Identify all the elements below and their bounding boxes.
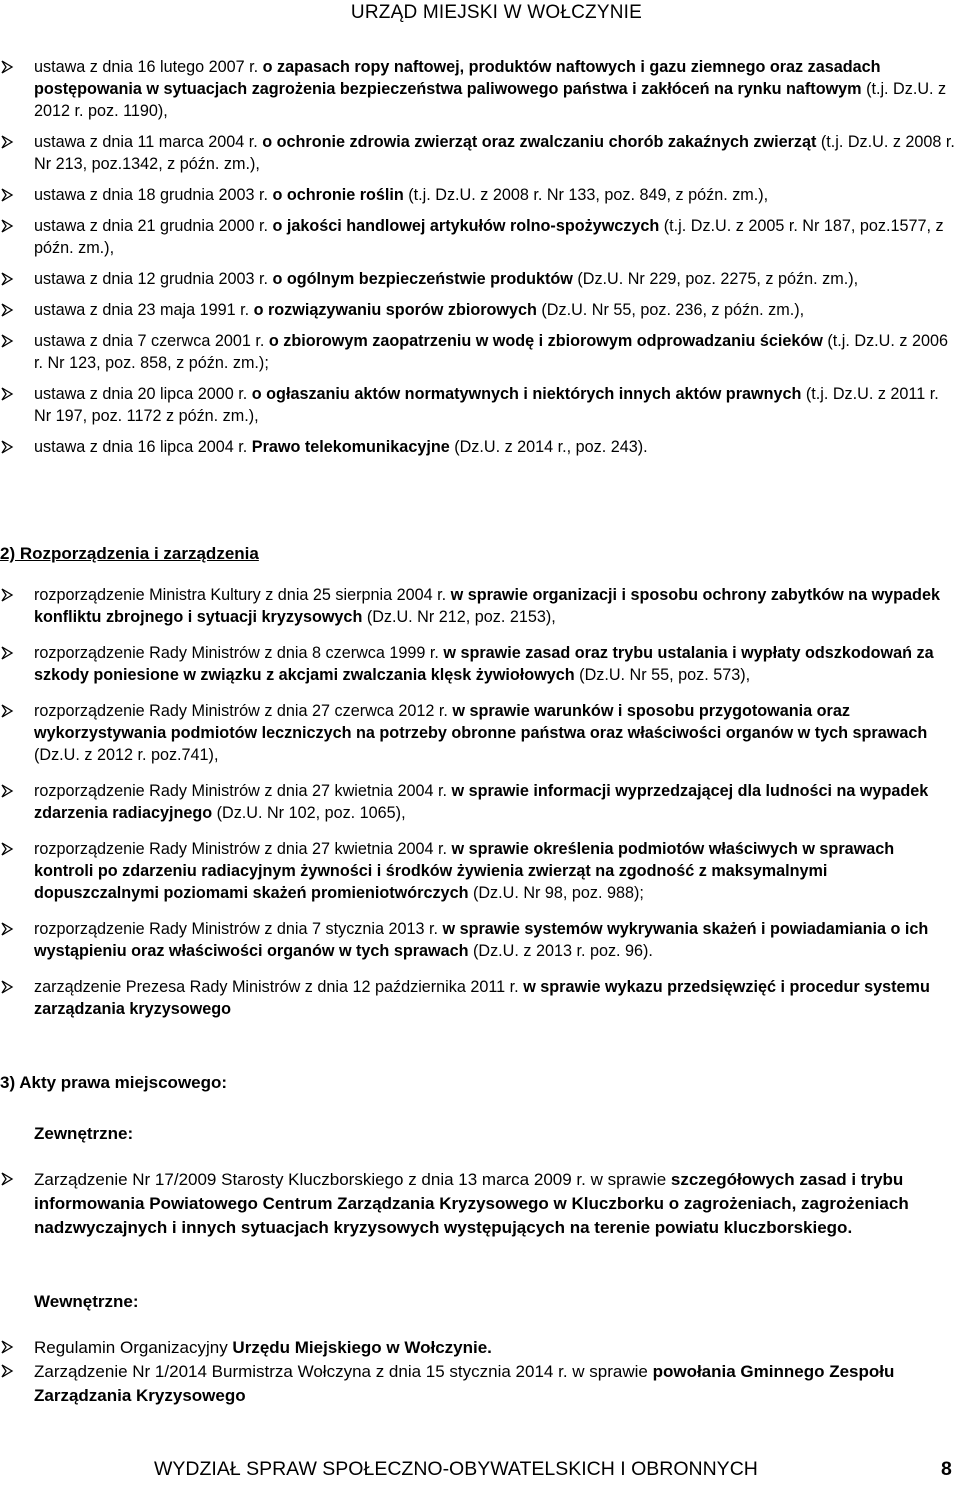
item-text: (t.j. Dz.U. z 2011 r. Nr 197, poz. 1172 z późn. zm.),	[34, 385, 939, 425]
section-3-title: 3) Akty prawa miejscowego:	[0, 1073, 228, 1092]
list-item	[0, 131, 960, 175]
list-item	[0, 56, 960, 122]
item-text: zarządzenie Prezesa Rady Ministrów z dnia 12 października 2011 r.	[34, 978, 524, 996]
item-text: Zarządzenie Nr 1/2014 Burmistrza Wołczyna z dnia 15 stycznia 2014 r. w sprawie	[34, 1362, 653, 1381]
list-item	[0, 1360, 960, 1408]
item-title-text: w sprawie warunków i sposobu przygotowania oraz wykorzystywania podmiotów leczniczych na potrzeby obronne państwa oraz właściwości organów w tych sprawach	[34, 702, 928, 742]
item-title-text: o ochronie roślin	[272, 186, 404, 204]
list-item	[0, 184, 960, 206]
arrow-bullet-icon	[0, 299, 16, 321]
item-text: rozporządzenie Rady Ministrów z dnia 27 czerwca 2012 r.	[34, 702, 453, 720]
item-text: (t.j. Dz.U. z 2006 r. Nr 123, poz. 858, z późn. zm.);	[34, 332, 948, 372]
item-text: rozporządzenie Rady Ministrów z dnia 7 stycznia 2013 r.	[34, 920, 443, 938]
arrow-bullet-icon	[0, 56, 16, 78]
item-text: (Dz.U. z 2014 r., poz. 243).	[449, 438, 648, 456]
item-title-text: Urzędu Miejskiego w Wołczynie.	[232, 1338, 492, 1357]
list-item	[0, 215, 960, 259]
item-text: ustawa z dnia 16 lutego 2007 r.	[34, 58, 263, 76]
item-title-text: o ochronie zdrowia zwierząt oraz zwalczaniu chorób zakaźnych zwierząt	[262, 133, 817, 151]
item-title-text: w sprawie systemów wykrywania skażeń i powiadamiania o ich wystąpieniu oraz właściwości organów w tych sprawach	[34, 920, 929, 960]
item-text: (Dz.U. z 2012 r. poz.741),	[34, 746, 219, 764]
item-text: (t.j. Dz.U. z 2012 r. poz. 1190),	[34, 80, 947, 120]
item-text: ustawa z dnia 23 maja 1991 r.	[34, 301, 254, 319]
item-text: (Dz.U. Nr 55, poz. 573),	[574, 666, 751, 684]
zewnetrzne-title: Zewnętrzne:	[34, 1124, 134, 1143]
list-item	[0, 584, 960, 628]
footer-department: WYDZIAŁ SPRAW SPOŁECZNO-OBYWATELSKICH I OBRONNYCH	[154, 1458, 758, 1480]
item-title-text: o jakości handlowej artykułów rolno-spożywczych	[272, 217, 660, 235]
arrow-bullet-icon	[0, 1336, 16, 1360]
list-item	[0, 383, 960, 427]
section-2-title: 2) Rozporządzenia i zarządzenia	[0, 544, 259, 563]
arrow-bullet-icon	[0, 838, 16, 860]
arrow-bullet-icon	[0, 184, 16, 206]
item-title-text: w sprawie określenia podmiotów właściwych w sprawach kontroli po zdarzeniu radiacyjnym żywności i środków żywienia zwierząt na zgodność z maksymalnymi dopuszczalnymi poziomami skażeń promieniotwórczych	[34, 840, 895, 902]
arrow-bullet-icon	[0, 976, 16, 998]
list-item	[0, 700, 960, 766]
arrow-bullet-icon	[0, 642, 16, 664]
arrow-bullet-icon	[0, 215, 16, 237]
list-item	[0, 330, 960, 374]
item-text: (Dz.U. Nr 98, poz. 988);	[468, 884, 644, 902]
arrow-bullet-icon	[0, 780, 16, 802]
page-number: 8	[941, 1458, 952, 1480]
wewnetrzne-title: Wewnętrzne:	[34, 1292, 139, 1311]
arrow-bullet-icon	[0, 1360, 16, 1384]
item-title-text: w sprawie informacji wyprzedzającej dla ludności na wypadek zdarzenia radiacyjnego	[34, 782, 929, 822]
item-title-text: w sprawie zasad oraz trybu ustalania i wypłaty odszkodowań za szkody poniesione w związku z akcjami zwalczania klęsk żywiołowych	[34, 644, 934, 684]
item-text: (t.j. Dz.U. z 2005 r. Nr 187, poz.1577, z późn. zm.),	[34, 217, 944, 257]
item-text: Zarządzenie Nr 17/2009 Starosty Kluczborskiego z dnia 13 marca 2009 r. w sprawie	[34, 1170, 671, 1189]
item-text: (Dz.U. Nr 102, poz. 1065),	[212, 804, 406, 822]
page-header: URZĄD MIEJSKI W WOŁCZYNIE	[350, 2, 642, 23]
item-text: (Dz.U. z 2013 r. poz. 96).	[468, 942, 653, 960]
item-title-text: o rozwiązywaniu sporów zbiorowych	[253, 301, 537, 319]
list-item	[0, 838, 960, 904]
item-text: ustawa z dnia 21 grudnia 2000 r.	[34, 217, 273, 235]
item-text: ustawa z dnia 11 marca 2004 r.	[34, 133, 263, 151]
arrow-bullet-icon	[0, 131, 16, 153]
item-title-text: szczegółowych zasad i trybu informowania Powiatowego Centrum Zarządzania Kryzysowego w Kluczborku o zagrożeniach, zagrożeniach nadzwyczajnych i innych sytuacjach kryzysowych występujących na terenie powiatu kluczborskiego.	[34, 1170, 909, 1237]
list-item	[0, 780, 960, 824]
item-text: rozporządzenie Rady Ministrów z dnia 27 kwietnia 2004 r.	[34, 840, 452, 858]
rozporzadzenia-list	[0, 584, 960, 1034]
item-title-text: o zapasach ropy naftowej, produktów naftowych i gazu ziemnego oraz zasadach postępowania w sytuacjach zagrożenia bezpieczeństwa paliwowego państwa i zakłóceń na rynku naftowym	[34, 58, 881, 98]
item-title-text: o ogólnym bezpieczeństwie produktów	[272, 270, 573, 288]
list-item	[0, 1168, 960, 1240]
item-text: (Dz.U. Nr 212, poz. 2153),	[362, 608, 556, 626]
item-title-text: o zbiorowym zaopatrzeniu w wodę i zbiorowym odprowadzaniu ścieków	[268, 332, 823, 350]
list-item	[0, 976, 960, 1020]
list-item	[0, 268, 960, 290]
item-text: (t.j. Dz.U. z 2008 r. Nr 133, poz. 849, z późn. zm.),	[403, 186, 769, 204]
item-text: rozporządzenie Ministra Kultury z dnia 25 sierpnia 2004 r.	[34, 586, 451, 604]
list-item	[0, 642, 960, 686]
arrow-bullet-icon	[0, 268, 16, 290]
item-text: (t.j. Dz.U. z 2008 r. Nr 213, poz.1342, z późn. zm.),	[34, 133, 955, 173]
arrow-bullet-icon	[0, 383, 16, 405]
item-text: ustawa z dnia 16 lipca 2004 r.	[34, 438, 252, 456]
item-text: Regulamin Organizacyjny	[34, 1338, 233, 1357]
list-item	[0, 436, 960, 458]
arrow-bullet-icon	[0, 700, 16, 722]
list-item	[0, 1336, 960, 1360]
zewnetrzne-list	[0, 1168, 960, 1240]
list-item	[0, 299, 960, 321]
arrow-bullet-icon	[0, 330, 16, 352]
arrow-bullet-icon	[0, 918, 16, 940]
item-title-text: powołania Gminnego Zespołu Zarządzania Kryzysowego	[34, 1362, 895, 1405]
item-text: rozporządzenie Rady Ministrów z dnia 27 kwietnia 2004 r.	[34, 782, 452, 800]
wewnetrzne-list	[0, 1336, 960, 1408]
item-text: ustawa z dnia 18 grudnia 2003 r.	[34, 186, 273, 204]
item-title-text: w sprawie organizacji i sposobu ochrony zabytków na wypadek konfliktu zbrojnego i sytuacji kryzysowych	[34, 586, 940, 626]
item-text: rozporządzenie Rady Ministrów z dnia 8 czerwca 1999 r.	[34, 644, 444, 662]
ustawy-list	[0, 56, 960, 467]
arrow-bullet-icon	[0, 584, 16, 606]
item-title-text: o ogłaszaniu aktów normatywnych i niektórych innych aktów prawnych	[251, 385, 802, 403]
item-text: ustawa z dnia 7 czerwca 2001 r.	[34, 332, 269, 350]
arrow-bullet-icon	[0, 436, 16, 458]
item-text: ustawa z dnia 20 lipca 2000 r.	[34, 385, 252, 403]
item-title-text: Prawo telekomunikacyjne	[251, 438, 450, 456]
item-title-text: w sprawie wykazu przedsięwzięć i procedur systemu zarządzania kryzysowego	[34, 978, 930, 1018]
arrow-bullet-icon	[0, 1168, 16, 1192]
item-text: ustawa z dnia 12 grudnia 2003 r.	[34, 270, 273, 288]
item-text: (Dz.U. Nr 229, poz. 2275, z późn. zm.),	[572, 270, 859, 288]
list-item	[0, 918, 960, 962]
item-text: (Dz.U. Nr 55, poz. 236, z późn. zm.),	[536, 301, 805, 319]
